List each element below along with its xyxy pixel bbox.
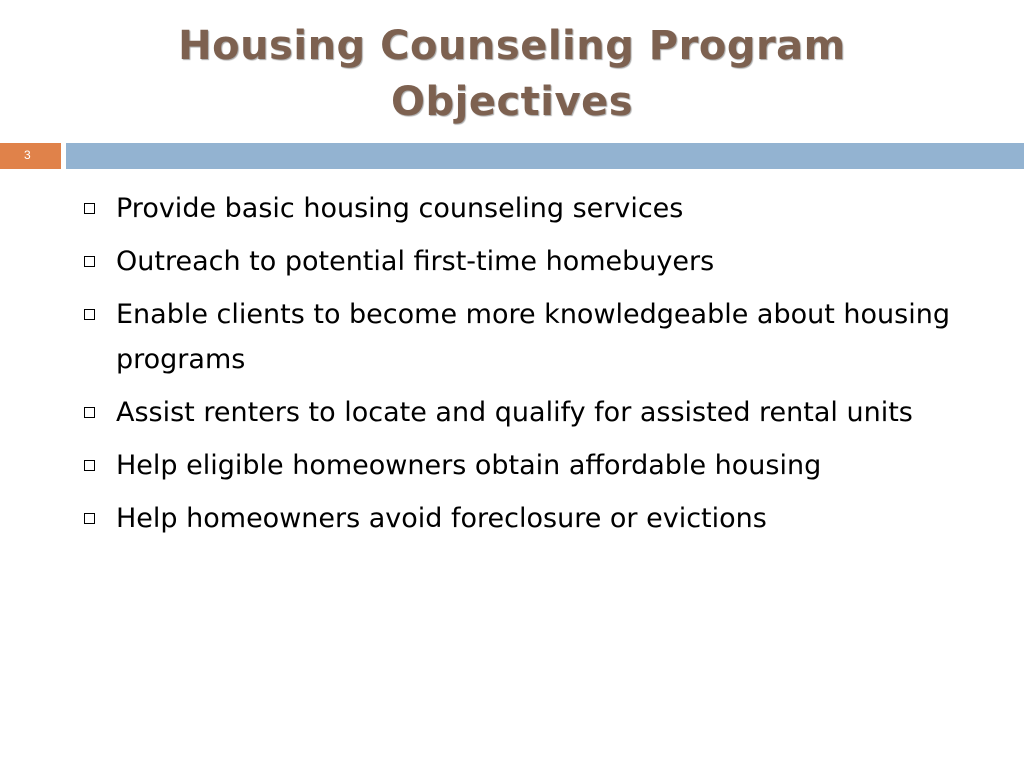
hollow-square-icon (84, 407, 95, 418)
slide-title-line-2: Objectives (390, 79, 634, 125)
bullet-text: Provide basic housing counseling services (116, 193, 684, 224)
hollow-square-icon (84, 513, 95, 524)
bullet-item (80, 496, 980, 541)
bullet-item (80, 239, 980, 284)
bullet-item (80, 292, 980, 382)
bullet-text: Enable clients to become more knowledgeable about housing programs (116, 299, 950, 375)
slide-title (0, 18, 1024, 130)
hollow-square-icon (84, 460, 95, 471)
hollow-square-icon (84, 309, 95, 320)
bullet-text: Help homeowners avoid foreclosure or evictions (116, 503, 767, 534)
bullet-item (80, 390, 980, 435)
header-divider-bar (66, 143, 1024, 169)
bullet-item (80, 443, 980, 488)
slide-number-box (0, 143, 61, 169)
slide-number: 3 (24, 148, 31, 162)
bullet-text: Assist renters to locate and qualify for assisted rental units (116, 397, 913, 428)
bullet-item (80, 186, 980, 231)
bullet-text: Help eligible homeowners obtain affordable housing (116, 450, 822, 481)
bullet-list (80, 186, 980, 549)
hollow-square-icon (84, 256, 95, 267)
bullet-text: Outreach to potential first-time homebuyers (116, 246, 715, 277)
slide-title-line-1: Housing Counseling Program (178, 23, 846, 69)
hollow-square-icon (84, 203, 95, 214)
